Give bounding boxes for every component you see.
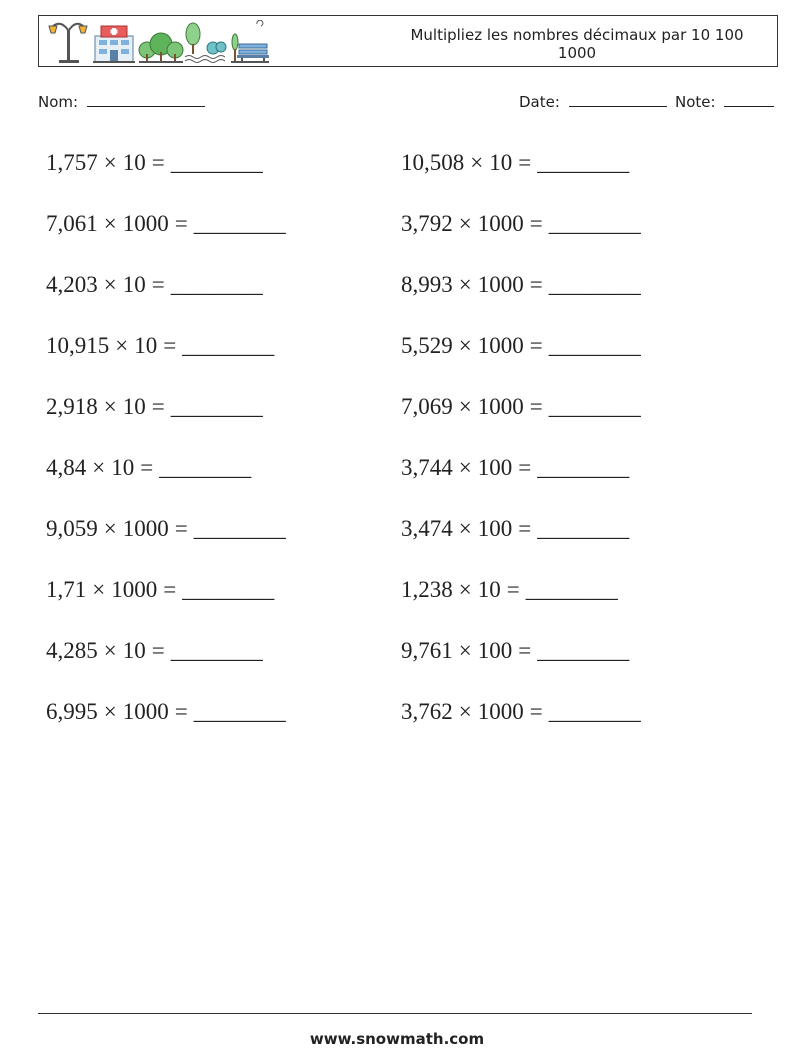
problem-operand-b: 1000 <box>477 333 524 358</box>
equals-sign: = <box>151 638 165 663</box>
problem-operand-a: 7,061 <box>46 211 98 236</box>
bench-icon <box>231 20 269 63</box>
answer-blank[interactable]: ________ <box>548 394 641 419</box>
problem-item <box>401 689 756 750</box>
answer-blank[interactable]: ________ <box>548 333 641 358</box>
problem-operand-a: 9,059 <box>46 516 98 541</box>
problem-operand-b: 1000 <box>477 211 524 236</box>
problem-operand-a: 3,474 <box>401 516 453 541</box>
score-field <box>675 93 774 111</box>
problem-operand-b: 1000 <box>122 699 169 724</box>
answer-blank[interactable]: ________ <box>170 272 263 297</box>
problem-operand-b: 10 <box>122 272 146 297</box>
answer-blank[interactable]: ________ <box>537 455 630 480</box>
multiply-sign: × <box>458 699 472 724</box>
answer-blank[interactable]: ________ <box>548 211 641 236</box>
problem-operand-b: 1000 <box>122 211 169 236</box>
score-blank-line[interactable] <box>724 94 774 107</box>
equals-sign: = <box>163 333 177 358</box>
answer-blank[interactable]: ________ <box>548 699 641 724</box>
hospital-icon <box>93 26 135 63</box>
multiply-sign: × <box>103 638 117 663</box>
header-illustration <box>45 20 269 64</box>
multiply-sign: × <box>458 211 472 236</box>
answer-blank[interactable]: ________ <box>193 699 286 724</box>
problem-operand-a: 3,762 <box>401 699 453 724</box>
name-label: Nom: <box>38 93 79 111</box>
multiply-sign: × <box>92 577 106 602</box>
multiply-sign: × <box>470 150 484 175</box>
multiply-sign: × <box>103 516 117 541</box>
equals-sign: = <box>529 394 543 419</box>
answer-blank[interactable]: ________ <box>159 455 252 480</box>
problem-operand-b: 1000 <box>477 699 524 724</box>
answer-blank[interactable]: ________ <box>537 516 630 541</box>
header-box <box>38 15 778 67</box>
problem-item <box>46 201 401 262</box>
problem-operand-a: 5,529 <box>401 333 453 358</box>
equals-sign: = <box>518 638 532 663</box>
problem-operand-a: 3,744 <box>401 455 453 480</box>
equals-sign: = <box>506 577 520 602</box>
problem-item <box>401 323 756 384</box>
equals-sign: = <box>518 455 532 480</box>
problem-operand-a: 6,995 <box>46 699 98 724</box>
problem-operand-b: 1000 <box>477 394 524 419</box>
equals-sign: = <box>163 577 177 602</box>
problem-item <box>46 506 401 567</box>
answer-blank[interactable]: ________ <box>537 150 630 175</box>
problem-operand-b: 10 <box>111 455 135 480</box>
name-blank-line[interactable] <box>87 94 205 107</box>
problem-operand-b: 10 <box>489 150 513 175</box>
multiply-sign: × <box>115 333 129 358</box>
problem-operand-a: 1,238 <box>401 577 453 602</box>
problem-operand-b: 1000 <box>477 272 524 297</box>
worksheet-title: Multipliez les nombres décimaux par 10 100 1000 <box>410 26 744 62</box>
answer-blank[interactable]: ________ <box>182 577 275 602</box>
problem-item <box>46 323 401 384</box>
multiply-sign: × <box>458 272 472 297</box>
problem-item <box>46 140 401 201</box>
answer-blank[interactable]: ________ <box>548 272 641 297</box>
problem-operand-a: 1,71 <box>46 577 87 602</box>
answer-blank[interactable]: ________ <box>193 211 286 236</box>
equals-sign: = <box>151 272 165 297</box>
problem-operand-a: 4,203 <box>46 272 98 297</box>
equals-sign: = <box>529 272 543 297</box>
footer-divider <box>38 1013 752 1014</box>
problem-item <box>46 384 401 445</box>
street-lamp-icon <box>49 24 87 63</box>
name-field <box>38 93 205 111</box>
problem-operand-b: 10 <box>122 394 146 419</box>
problem-item <box>401 567 756 628</box>
multiply-sign: × <box>103 394 117 419</box>
problem-item <box>46 262 401 323</box>
multiply-sign: × <box>458 333 472 358</box>
multiply-sign: × <box>103 272 117 297</box>
trees-icon <box>139 33 183 63</box>
equals-sign: = <box>529 333 543 358</box>
problem-operand-a: 8,993 <box>401 272 453 297</box>
answer-blank[interactable]: ________ <box>525 577 618 602</box>
problem-operand-a: 2,918 <box>46 394 98 419</box>
problem-operand-b: 10 <box>122 638 146 663</box>
problem-operand-b: 1000 <box>122 516 169 541</box>
footer-url[interactable]: www.snowmath.com <box>309 1030 485 1048</box>
problem-operand-b: 100 <box>477 516 513 541</box>
problem-grid <box>46 140 766 750</box>
equals-sign: = <box>174 699 188 724</box>
equals-sign: = <box>529 699 543 724</box>
date-blank-line[interactable] <box>569 94 667 107</box>
equals-sign: = <box>174 211 188 236</box>
answer-blank[interactable]: ________ <box>537 638 630 663</box>
multiply-sign: × <box>458 638 472 663</box>
answer-blank[interactable]: ________ <box>170 638 263 663</box>
multiply-sign: × <box>458 455 472 480</box>
equals-sign: = <box>518 516 532 541</box>
problem-operand-b: 10 <box>477 577 501 602</box>
problem-operand-b: 10 <box>122 150 146 175</box>
multiply-sign: × <box>103 699 117 724</box>
date-label: Date: <box>519 93 560 111</box>
multiply-sign: × <box>103 150 117 175</box>
problem-operand-a: 10,915 <box>46 333 110 358</box>
problem-operand-a: 4,84 <box>46 455 87 480</box>
equals-sign: = <box>151 394 165 419</box>
problem-operand-a: 1,757 <box>46 150 98 175</box>
problem-item <box>401 506 756 567</box>
answer-blank[interactable]: ________ <box>182 333 275 358</box>
problem-operand-a: 4,285 <box>46 638 98 663</box>
equals-sign: = <box>518 150 532 175</box>
answer-blank[interactable]: ________ <box>170 150 263 175</box>
problem-item <box>401 628 756 689</box>
park-pond-icon <box>185 23 226 63</box>
problem-item <box>401 384 756 445</box>
problem-item <box>46 567 401 628</box>
problem-item <box>401 262 756 323</box>
multiply-sign: × <box>103 211 117 236</box>
problem-operand-a: 9,761 <box>401 638 453 663</box>
problem-operand-b: 10 <box>134 333 158 358</box>
equals-sign: = <box>174 516 188 541</box>
problem-item <box>46 445 401 506</box>
problem-operand-b: 100 <box>477 455 513 480</box>
multiply-sign: × <box>92 455 106 480</box>
multiply-sign: × <box>458 394 472 419</box>
multiply-sign: × <box>458 577 472 602</box>
score-label: Note: <box>675 93 716 111</box>
date-field <box>519 93 667 111</box>
problem-operand-b: 1000 <box>111 577 158 602</box>
equals-sign: = <box>140 455 154 480</box>
problem-operand-a: 3,792 <box>401 211 453 236</box>
problem-item <box>401 201 756 262</box>
multiply-sign: × <box>458 516 472 541</box>
equals-sign: = <box>529 211 543 236</box>
problem-operand-a: 10,508 <box>401 150 465 175</box>
problem-item <box>46 628 401 689</box>
problem-operand-a: 7,069 <box>401 394 453 419</box>
problem-item <box>401 140 756 201</box>
problem-item <box>46 689 401 750</box>
equals-sign: = <box>151 150 165 175</box>
problem-operand-b: 100 <box>477 638 513 663</box>
problem-item <box>401 445 756 506</box>
answer-blank[interactable]: ________ <box>193 516 286 541</box>
answer-blank[interactable]: ________ <box>170 394 263 419</box>
